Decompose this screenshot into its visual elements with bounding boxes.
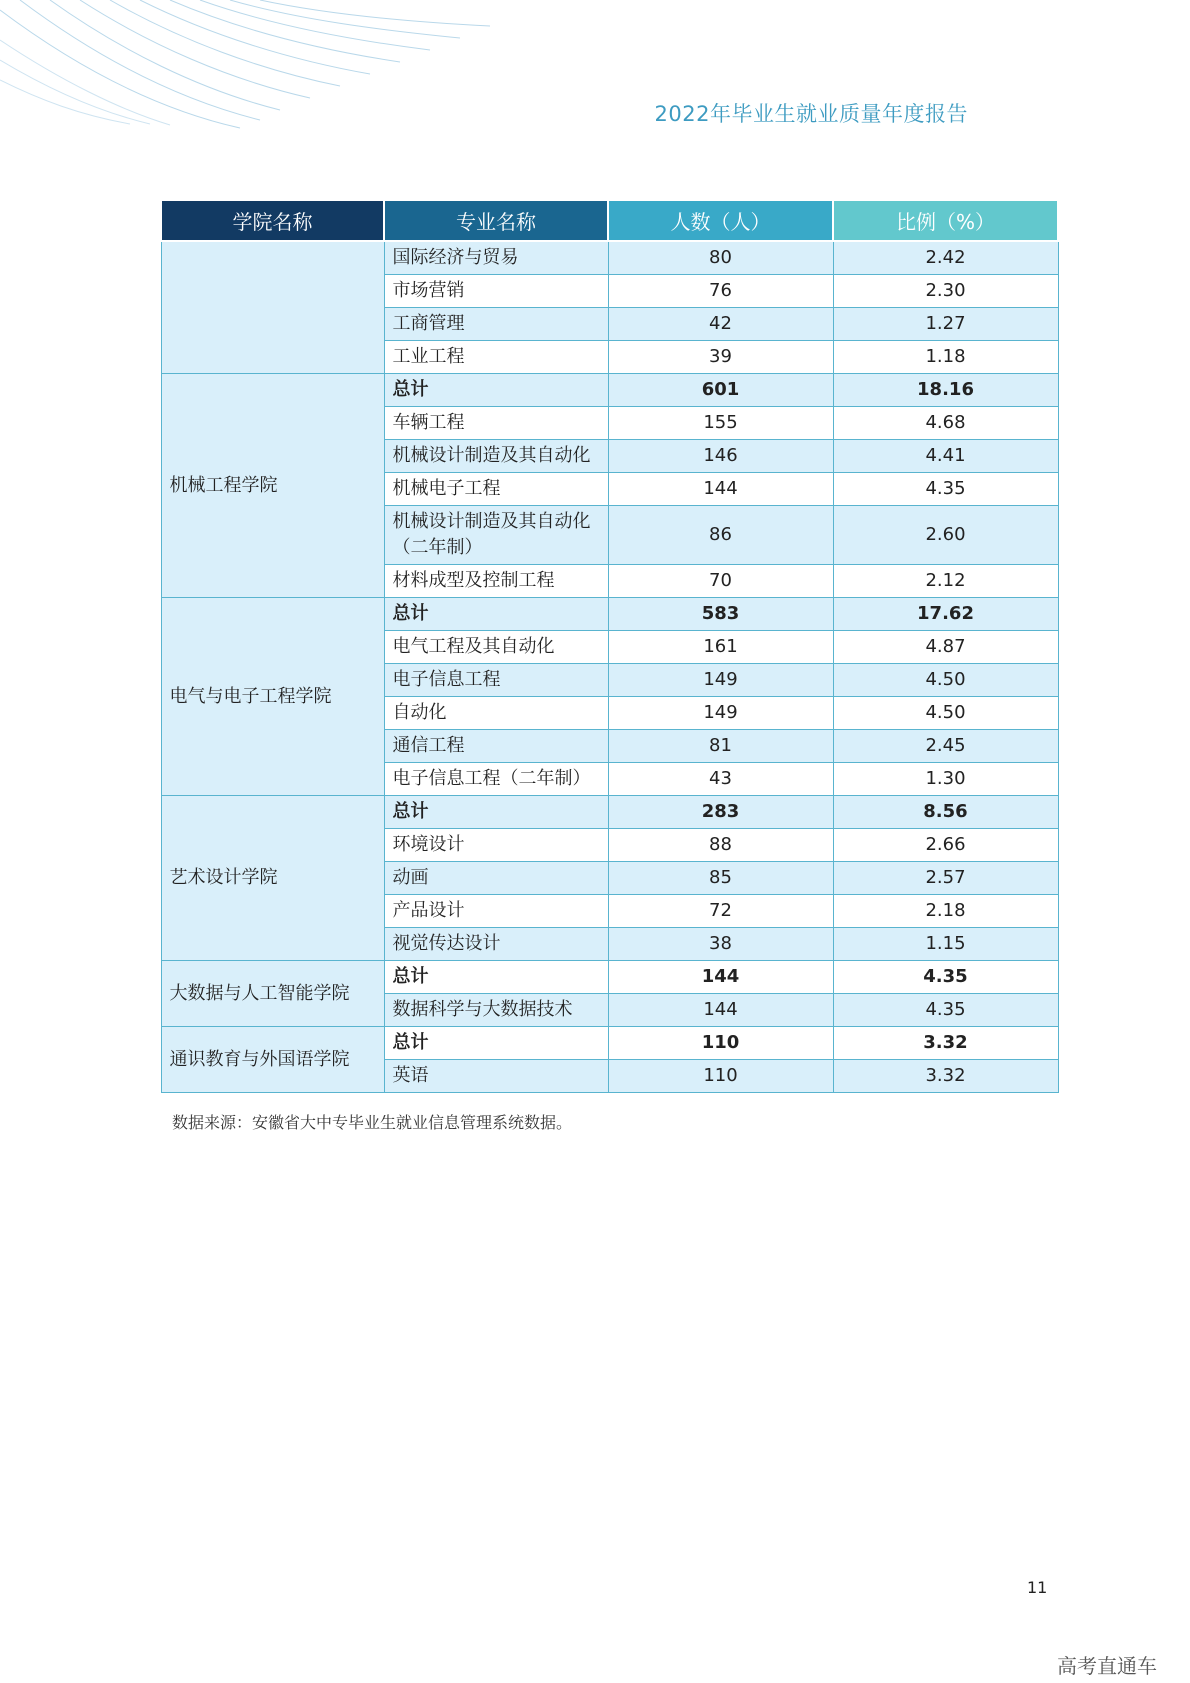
count-cell: 110 — [608, 1027, 833, 1060]
major-name-cell: 总计 — [384, 598, 608, 631]
ratio-cell: 17.62 — [833, 598, 1058, 631]
ratio-cell: 4.35 — [833, 473, 1058, 506]
decorative-wave-lines — [0, 0, 560, 130]
source-note: 数据来源：安徽省大中专毕业生就业信息管理系统数据。 — [172, 1113, 573, 1132]
major-name-cell: 机械设计制造及其自动化（二年制） — [384, 506, 608, 565]
count-cell: 42 — [608, 308, 833, 341]
total-row — [161, 1027, 1058, 1060]
ratio-cell: 2.66 — [833, 829, 1058, 862]
count-cell: 283 — [608, 796, 833, 829]
count-cell: 110 — [608, 1060, 833, 1093]
count-cell: 161 — [608, 631, 833, 664]
count-cell: 80 — [608, 241, 833, 275]
major-name-cell: 环境设计 — [384, 829, 608, 862]
count-cell: 81 — [608, 730, 833, 763]
count-cell: 583 — [608, 598, 833, 631]
ratio-cell: 2.42 — [833, 241, 1058, 275]
major-name-cell: 车辆工程 — [384, 407, 608, 440]
table-body — [161, 241, 1058, 1093]
college-name-cell: 电气与电子工程学院 — [161, 598, 384, 796]
ratio-cell: 4.50 — [833, 664, 1058, 697]
count-cell: 39 — [608, 341, 833, 374]
ratio-cell: 1.30 — [833, 763, 1058, 796]
ratio-cell: 3.32 — [833, 1060, 1058, 1093]
ratio-cell: 2.60 — [833, 506, 1058, 565]
ratio-cell: 1.15 — [833, 928, 1058, 961]
watermark: 高考直通车 — [1057, 1654, 1157, 1678]
report-title: 2022年毕业生就业质量年度报告 — [654, 102, 968, 126]
college-name-cell — [161, 241, 384, 374]
ratio-cell: 8.56 — [833, 796, 1058, 829]
major-name-cell: 总计 — [384, 1027, 608, 1060]
ratio-cell: 4.41 — [833, 440, 1058, 473]
count-cell: 70 — [608, 565, 833, 598]
major-name-cell: 通信工程 — [384, 730, 608, 763]
ratio-cell: 2.30 — [833, 275, 1058, 308]
college-name-cell: 艺术设计学院 — [161, 796, 384, 961]
major-name-cell: 数据科学与大数据技术 — [384, 994, 608, 1027]
major-name-cell: 电气工程及其自动化 — [384, 631, 608, 664]
major-name-cell: 自动化 — [384, 697, 608, 730]
total-row — [161, 374, 1058, 407]
count-cell: 149 — [608, 697, 833, 730]
ratio-cell: 3.32 — [833, 1027, 1058, 1060]
count-cell: 76 — [608, 275, 833, 308]
major-name-cell: 机械设计制造及其自动化 — [384, 440, 608, 473]
ratio-cell: 2.18 — [833, 895, 1058, 928]
ratio-cell: 4.50 — [833, 697, 1058, 730]
major-name-cell: 总计 — [384, 796, 608, 829]
ratio-cell: 2.57 — [833, 862, 1058, 895]
ratio-cell: 4.35 — [833, 961, 1058, 994]
ratio-cell: 1.18 — [833, 341, 1058, 374]
college-name-cell: 通识教育与外国语学院 — [161, 1027, 384, 1093]
major-name-cell: 材料成型及控制工程 — [384, 565, 608, 598]
ratio-cell: 4.87 — [833, 631, 1058, 664]
count-cell: 144 — [608, 473, 833, 506]
table-header-row — [161, 200, 1058, 241]
major-name-cell: 工商管理 — [384, 308, 608, 341]
ratio-cell: 1.27 — [833, 308, 1058, 341]
page-number: 11 — [1027, 1578, 1048, 1597]
ratio-cell: 4.35 — [833, 994, 1058, 1027]
count-cell: 38 — [608, 928, 833, 961]
college-name-cell: 机械工程学院 — [161, 374, 384, 598]
column-header-college: 学院名称 — [161, 200, 384, 241]
table-row — [161, 241, 1058, 275]
count-cell: 43 — [608, 763, 833, 796]
count-cell: 85 — [608, 862, 833, 895]
major-name-cell: 工业工程 — [384, 341, 608, 374]
ratio-cell: 2.12 — [833, 565, 1058, 598]
total-row — [161, 961, 1058, 994]
employment-table — [160, 199, 1059, 1093]
count-cell: 144 — [608, 994, 833, 1027]
count-cell: 86 — [608, 506, 833, 565]
count-cell: 149 — [608, 664, 833, 697]
major-name-cell: 国际经济与贸易 — [384, 241, 608, 275]
count-cell: 155 — [608, 407, 833, 440]
major-name-cell: 电子信息工程（二年制） — [384, 763, 608, 796]
major-name-cell: 产品设计 — [384, 895, 608, 928]
major-name-cell: 电子信息工程 — [384, 664, 608, 697]
major-name-cell: 市场营销 — [384, 275, 608, 308]
major-name-cell: 总计 — [384, 961, 608, 994]
count-cell: 146 — [608, 440, 833, 473]
major-name-cell: 英语 — [384, 1060, 608, 1093]
major-name-cell: 机械电子工程 — [384, 473, 608, 506]
count-cell: 144 — [608, 961, 833, 994]
major-name-cell: 动画 — [384, 862, 608, 895]
column-header-ratio: 比例（%） — [833, 200, 1058, 241]
total-row — [161, 796, 1058, 829]
count-cell: 88 — [608, 829, 833, 862]
ratio-cell: 2.45 — [833, 730, 1058, 763]
ratio-cell: 18.16 — [833, 374, 1058, 407]
college-name-cell: 大数据与人工智能学院 — [161, 961, 384, 1027]
major-name-cell: 视觉传达设计 — [384, 928, 608, 961]
count-cell: 601 — [608, 374, 833, 407]
major-name-cell: 总计 — [384, 374, 608, 407]
ratio-cell: 4.68 — [833, 407, 1058, 440]
count-cell: 72 — [608, 895, 833, 928]
total-row — [161, 598, 1058, 631]
column-header-major: 专业名称 — [384, 200, 608, 241]
column-header-count: 人数（人） — [608, 200, 833, 241]
